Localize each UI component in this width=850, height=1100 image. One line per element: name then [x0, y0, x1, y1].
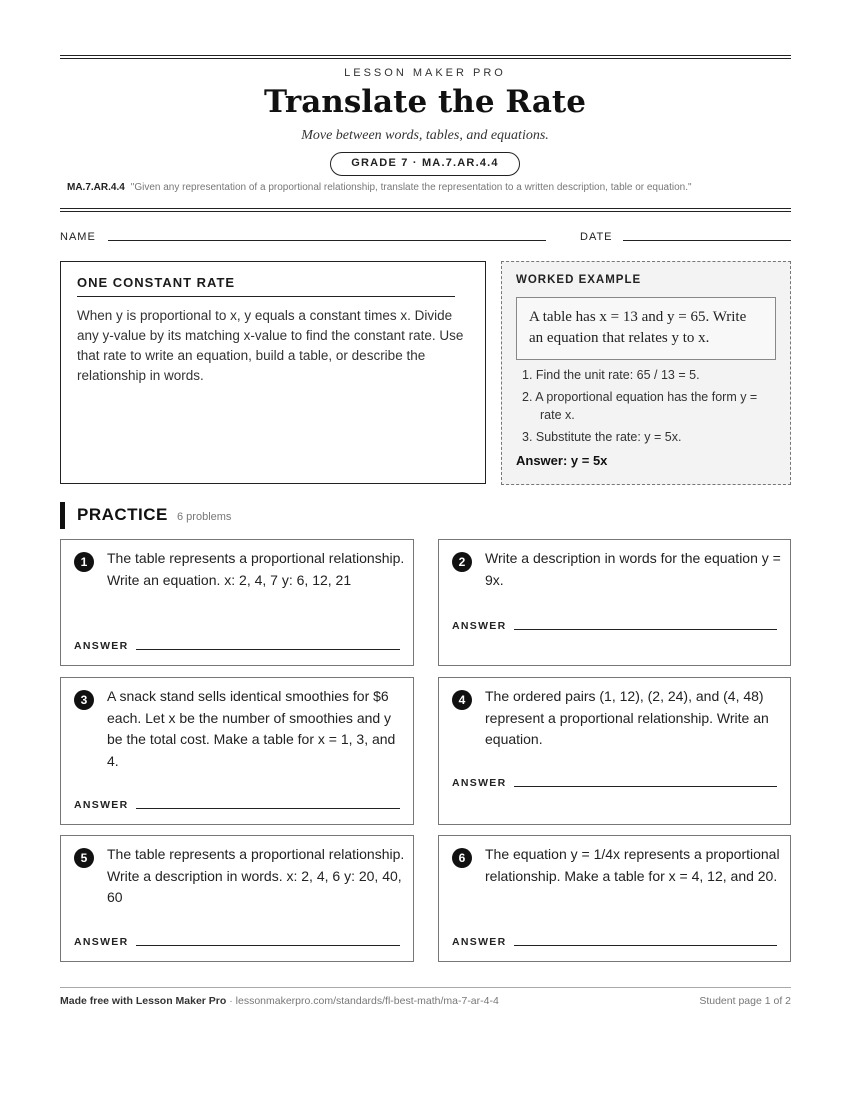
answer-field-3[interactable] — [136, 808, 400, 809]
practice-title: PRACTICE — [77, 505, 168, 524]
worked-example-step: 3. Substitute the rate: y = 5x. — [522, 430, 682, 444]
name-label: NAME — [60, 231, 96, 243]
header-bottom-rule — [60, 208, 791, 212]
answer-field-5[interactable] — [136, 945, 400, 946]
practice-count: 6 problems — [177, 511, 232, 523]
practice-accent-bar — [60, 502, 65, 529]
worked-example-steps — [522, 366, 777, 450]
answer-label: ANSWER — [452, 777, 507, 789]
page-title: Translate the Rate — [264, 84, 586, 120]
answer-label: ANSWER — [74, 640, 129, 652]
worked-example-step: 2. A proportional equation has the form y = rate x. — [522, 390, 758, 422]
concept-body: When y is proportional to x, y equals a constant times x. Divide any y-value by its matching x-value to find the constant rate. Use that rate to write an equation, build a table, or describe the relationship in words. — [77, 308, 464, 383]
problem-number-badge: 6 — [452, 848, 472, 868]
footer-made-with: Made free with Lesson Maker Pro — [60, 995, 227, 1007]
answer-field-6[interactable] — [514, 945, 777, 946]
problem-number-badge: 2 — [452, 552, 472, 572]
problem-text: The table represents a proportional relationship. Write a description in words. x: 2, 4, 6 y: 20, 40, 60 — [107, 846, 405, 905]
brand-name: LESSON MAKER PRO — [344, 67, 506, 79]
name-field[interactable] — [108, 240, 546, 241]
problem-text: The table represents a proportional relationship. Write an equation. x: 2, 4, 7 y: 6, 12, 21 — [107, 550, 405, 588]
answer-label: ANSWER — [452, 620, 507, 632]
problem-text: The ordered pairs (1, 12), (2, 24), and (4, 48) represent a proportional relationship. Write an equation. — [485, 688, 769, 747]
page-subtitle: Move between words, tables, and equations. — [301, 128, 549, 143]
answer-label: ANSWER — [452, 936, 507, 948]
problem-number-badge: 3 — [74, 690, 94, 710]
problem-text: A snack stand sells identical smoothies for $6 each. Let x be the number of smoothies and y be the total cost. Make a table for x = 1, 3, and 4. — [107, 688, 396, 769]
standard-code: MA.7.AR.4.4 — [67, 182, 125, 193]
footer-credit — [60, 995, 499, 1007]
problem-number-badge: 5 — [74, 848, 94, 868]
problem-card-3 — [60, 677, 414, 825]
problem-card-1 — [60, 539, 414, 666]
problem-number-badge: 4 — [452, 690, 472, 710]
answer-label: ANSWER — [74, 799, 129, 811]
date-field[interactable] — [623, 240, 791, 241]
header-top-rule — [60, 55, 791, 59]
worked-example-answer: Answer: y = 5x — [516, 453, 608, 468]
worked-example-heading: WORKED EXAMPLE — [516, 274, 642, 286]
answer-field-4[interactable] — [514, 786, 777, 787]
footer-rule — [60, 987, 791, 988]
worked-example-problem: A table has x = 13 and y = 65. Write an equation that relates y to x. — [516, 297, 776, 360]
standard-text: "Given any representation of a proportional relationship, translate the representation to a written description, table or equation." — [130, 182, 692, 193]
footer-page-number: Student page 1 of 2 — [699, 995, 791, 1007]
answer-label: ANSWER — [74, 936, 129, 948]
concept-box — [60, 261, 486, 484]
problem-number-badge: 1 — [74, 552, 94, 572]
standard-statement — [67, 182, 797, 193]
worked-example-box — [501, 261, 791, 485]
worked-example-step: 1. Find the unit rate: 65 / 13 = 5. — [522, 368, 700, 382]
concept-heading: ONE CONSTANT RATE — [77, 275, 455, 297]
problem-card-2 — [438, 539, 791, 666]
problem-text: The equation y = 1/4x represents a proportional relationship. Make a table for x = 4, 12, and 20. — [485, 846, 780, 884]
footer-url[interactable]: · lessonmakerpro.com/standards/fl-best-math/ma-7-ar-4-4 — [226, 995, 499, 1007]
problem-text: Write a description in words for the equation y = 9x. — [485, 550, 781, 588]
answer-field-2[interactable] — [514, 629, 777, 630]
problem-card-6 — [438, 835, 791, 962]
answer-field-1[interactable] — [136, 649, 400, 650]
date-label: DATE — [580, 231, 613, 243]
grade-badge: GRADE 7 · MA.7.AR.4.4 — [330, 152, 520, 176]
problem-card-4 — [438, 677, 791, 825]
problem-card-5 — [60, 835, 414, 962]
